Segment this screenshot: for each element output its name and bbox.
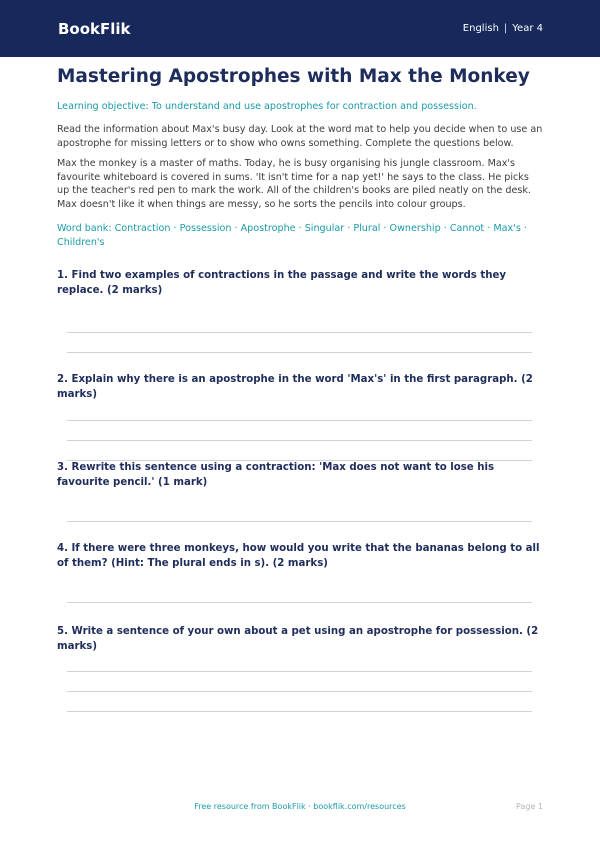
question-3-text: 3. Rewrite this sentence using a contraction: 'Max does not want to lose his favourite pencil.' (1 mark) [57,462,495,488]
question-1-text: 1. Find two examples of contractions in the passage and write the words they replace. (2 marks) [57,270,507,296]
question-1 [57,268,543,298]
question-5-text: 5. Write a sentence of your own about a pet using an apostrophe for possession. (2 marks) [57,626,539,652]
year-label: Year 4 [512,23,543,34]
learning-objective: Learning objective: To understand and use apostrophes for contraction and possession. [57,101,477,112]
question-2-text: 2. Explain why there is an apostrophe in the word 'Max's' in the first paragraph. (2 marks) [57,374,533,400]
answer-line[interactable] [67,602,532,603]
question-4 [57,541,543,571]
word-bank: Word bank: Contraction · Possession · Apostrophe · Singular · Plural · Ownership · Cannot · Max's · Children's [57,223,527,248]
reading-passage: Max the monkey is a master of maths. Today, he is busy organising his jungle classroom. Max's favourite whiteboard is covered in sums. 'It isn't time for a nap yet!' he says to the class. He picks up the teacher's red pen to mark the work. All of the children's books are piled neatly on the desk. Max doesn't like it when things are messy, so he sorts the pencils into colour groups. [57,158,531,210]
answer-line[interactable] [67,671,532,672]
page-number: Page 1 [516,802,543,811]
answer-line[interactable] [67,691,532,692]
footer-resource-link[interactable]: Free resource from BookFlik · bookflik.com/resources [194,802,406,811]
instructions: Read the information about Max's busy day. Look at the word mat to help you decide when to use an apostrophe for missing letters or to show who owns something. Complete the questions below. [57,124,543,149]
subject-label: English [462,23,499,34]
answer-line[interactable] [67,420,532,421]
answer-line[interactable] [67,440,532,441]
answer-line[interactable] [67,352,532,353]
subject-year [463,23,543,34]
question-3 [57,460,543,490]
answer-line[interactable] [67,711,532,712]
brand-logo: BookFlik [58,19,131,38]
question-2 [57,372,543,402]
page-header [0,0,600,57]
question-5 [57,624,543,654]
worksheet-intro [57,66,543,249]
answer-line[interactable] [67,332,532,333]
question-4-text: 4. If there were three monkeys, how would you write that the bananas belong to all of them? (Hint: The plural ends in s). (2 marks) [57,543,540,569]
answer-line[interactable] [67,521,532,522]
meta-separator: | [503,23,508,34]
page-title: Mastering Apostrophes with Max the Monkey [57,66,530,87]
